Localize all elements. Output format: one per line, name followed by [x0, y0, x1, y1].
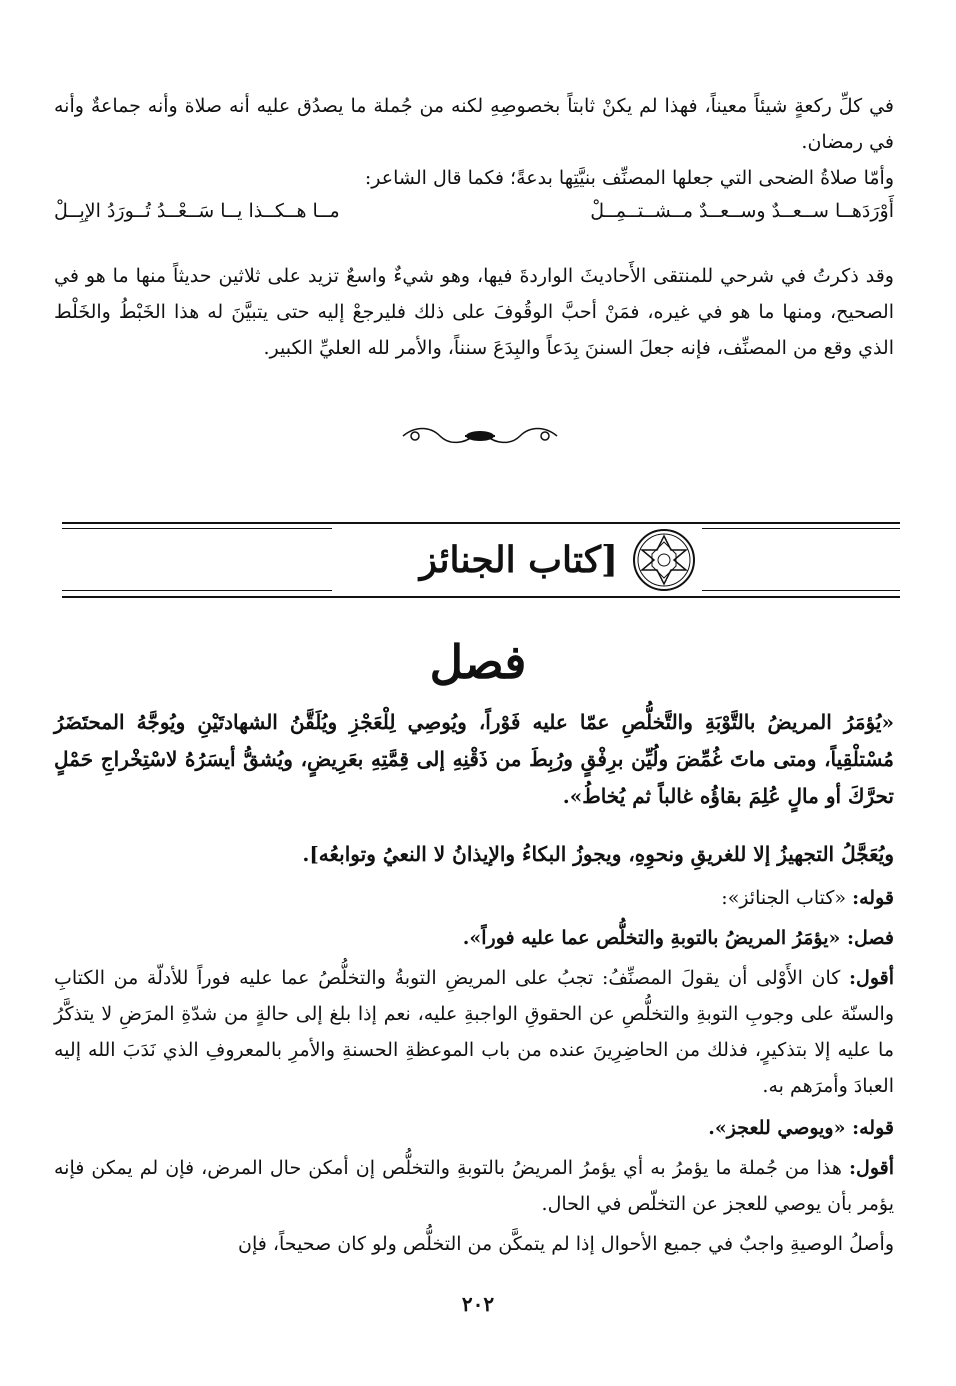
poem-verse: [54, 200, 894, 236]
commentary-paragraph-5: أقول: هذا من جُملة ما يؤمرُ به أي يؤمرُ المريضُ بالتوبةِ والتخلُّص إن أمكن حال المرض، فإن لم يمكن فإنه يؤمر بأن يوصي للعجز عن التخلّص في الحال.: [54, 1157, 894, 1215]
poem-second-hemistich: مــا هــكــذا يــا سَــعْــدُ تُــورَدُ الإبِــلْ: [54, 200, 340, 222]
geometric-rosette-icon: [632, 528, 696, 592]
chapter-title-band: [62, 520, 900, 600]
top-paragraph-3: وقد ذكرتُ في شرحي للمنتقى الأَحاديثَ الواردةَ فيها، وهو شيءٌ واسعٌ تزيد على ثلاثين حديثاً منها ما هو في الصحيح، ومنها ما هو في غيره، فمَنْ أحبَّ الوقُوفَ على ذلك فليرجعْ إليه حتى يتبيَّنَ له هذا الخَبْطُ والخَلْط الذي وقع من المصنِّف، فإنه جعلَ السننَ بِدَعاً والبِدَعَ سنناً، والأمر لله العليِّ الكبير.: [54, 265, 894, 359]
matn-paragraph-2: ويُعَجَّلُ التجهيزُ إلا للغريقِ ونحوِهِ، ويجوزُ البكاءُ والإيذانُ لا النعيُ وتوابعُه].: [302, 842, 894, 866]
commentary-line-2: فصل: «يؤمَرُ المريضُ بالتوبةِ والتخلُّص عما عليه فوراً».: [462, 927, 894, 949]
commentary-paragraph-6: وأصلُ الوصيةِ واجبٌ في جميع الأحوال إذا لم يتمكَّن من التخلُّص ولو كان صحيحاً، فإن: [238, 1233, 894, 1255]
chapter-title: [كتاب الجنائز: [419, 539, 618, 581]
top-paragraph-2: وأمّا صلاةُ الضحى التي جعلها المصنِّف بنيَّتِها بدعةً؛ فكما قال الشاعر:: [364, 167, 894, 189]
section-heading-fasl: فصل: [429, 635, 527, 689]
floral-divider-icon: [395, 421, 565, 451]
page-number: ٢٠٢: [461, 1292, 495, 1316]
commentary-line-4: قوله: «ويوصي للعجز».: [708, 1117, 894, 1139]
commentary-line-1: قوله: «كتاب الجنائز»:: [721, 887, 894, 909]
matn-paragraph-1: «يُؤمَرُ المريضُ بالتَّوْبَةِ والتَّخلُّصِ عمّا عليه فَوْراً، ويُوصِي لِلْعَجْزِ ويُلَقَّنُ الشهادتَيْنِ ويُوجَّهُ المحتَضَرُ مُسْتلْقِياً، ومتى ماتَ غُمِّضَ ولُيِّن برِفْقٍ ورُبِطَ من ذَقْنِهِ إلى قِمَّتِهِ بعَرِيضٍ، ويُشقُّ أيسَرُهُ لاسْتِخْراجِ حَمْلٍ تحرَّكَ أو مالٍ عُلِمَ بقاؤُه غالباً ثم يُخاطُ».: [54, 710, 894, 808]
poem-first-hemistich: أَوْرَدَهــا ســعــدٌ وســعــدٌ مــشــتــمِــلْ: [590, 200, 894, 222]
top-paragraph-1: في كلِّ ركعةٍ شيئاً معيناً، فهذا لم يكنْ ثابتاً بخصوصِهِ لكنه من جُملة ما يصدُق عليه أنه صلاة وأنه جماعةٌ وأنه في رمضان.: [54, 95, 894, 153]
chapter-title-box: [332, 526, 702, 594]
commentary-paragraph-3: أقول: كان الأَوْلى أن يقولَ المصنِّفُ: تجبُ على المريضِ التوبةُ والتخلُّصُ عما عليه فوراً للأدلّة من الكتابِ والسنّة على وجوبِ التوبةِ والتخلُّصِ عن الحقوقِ الواجبةِ عليه، نعم إذا بلغ إلى حالةٍ من شدّةِ المرَضِ لا يتذكَّرُ ما عليه إلا بتذكيرٍ، فذلك من الحاضِرِينَ عنده من باب الموعظةِ الحسنةِ والأمرِ بالمعروفِ الذي نَدَبَ الله إليه العبادَ وأمرَهم به.: [54, 967, 894, 1097]
